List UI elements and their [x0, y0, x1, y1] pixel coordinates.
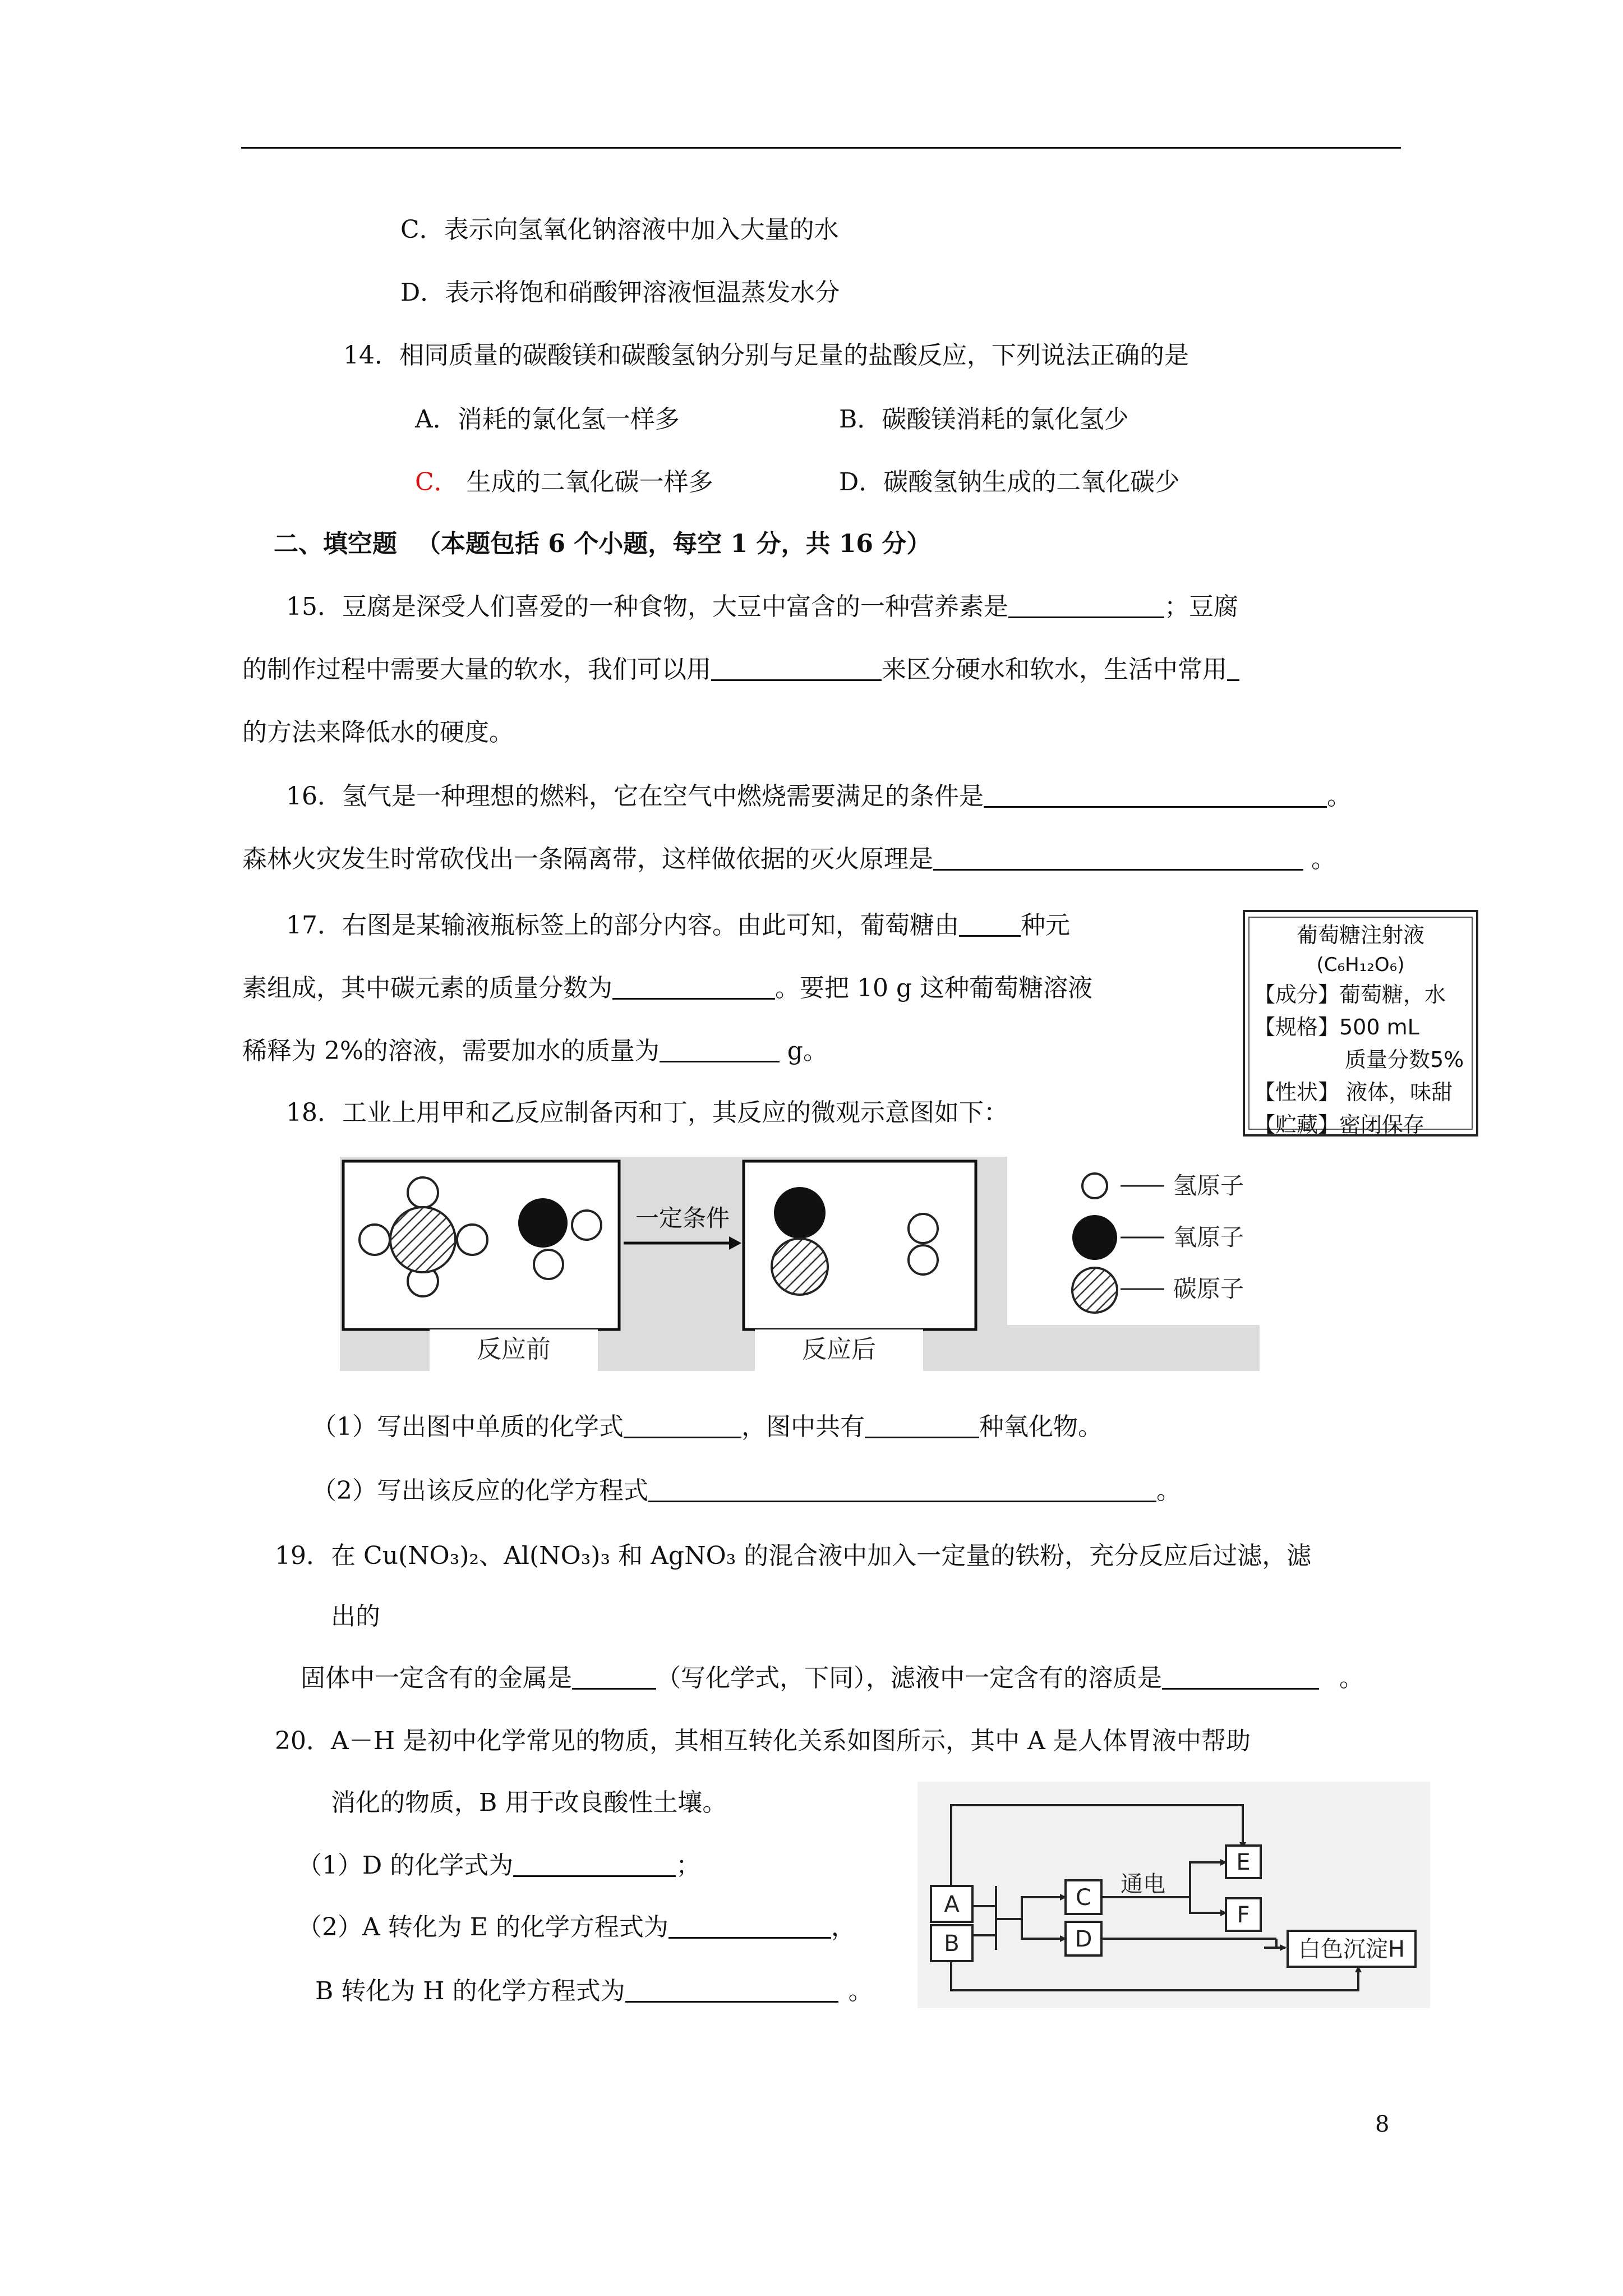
- hydrogen-atom: [909, 1214, 938, 1243]
- hydrogen-atom: [359, 1225, 390, 1255]
- q17-text-5: 稀释为 2%的溶液，需要加水的质量为: [242, 1037, 660, 1065]
- q17-blank-2[interactable]: [612, 973, 775, 1000]
- q15-blank-3[interactable]: [1227, 655, 1239, 681]
- q13-option-c: C．表示向氢氧化钠溶液中加入大量的水: [400, 215, 839, 244]
- q15-text-1: 15．豆腐是深受人们喜爱的一种食物，大豆中富含的一种营养素是: [286, 592, 1008, 621]
- q19-line1: 19．在 Cu(NO₃)₂、Al(NO₃)₃ 和 AgNO₃ 的混合液中加入一定量的铁粉，充分反应后过滤，滤: [275, 1542, 1312, 1570]
- q20-text-2: ；: [676, 1851, 701, 1880]
- hydrogen-atom: [534, 1250, 563, 1279]
- q19-blank-2[interactable]: [1162, 1663, 1319, 1690]
- q17-line3: [242, 1034, 828, 1068]
- label-fraction: 质量分数5%: [1345, 1047, 1464, 1072]
- q20-part1: [297, 1849, 700, 1883]
- q17-text-6: g。: [779, 1037, 828, 1065]
- q20-part2: [297, 1911, 856, 1944]
- q16-text-2: 。: [1327, 782, 1352, 811]
- legend-carbon-symbol: [1072, 1268, 1117, 1313]
- substance-conversion-diagram: [917, 1782, 1430, 2008]
- reaction-microscopic-diagram: [340, 1157, 1260, 1371]
- section-note: （本题包括 6 个小题，每空 1 分，共 16 分）: [416, 530, 932, 558]
- q17-blank-3[interactable]: [660, 1036, 780, 1062]
- q19-blank-1[interactable]: [572, 1663, 656, 1690]
- legend-oxygen-symbol: [1072, 1215, 1117, 1260]
- q18-text-5: 。: [1156, 1476, 1181, 1505]
- q19-text-1: 固体中一定含有的金属是: [301, 1664, 572, 1692]
- label-formula: (C₆H₁₂O₆): [1316, 954, 1405, 976]
- node-a-label: A: [944, 1892, 960, 1917]
- oxygen-atom: [518, 1198, 568, 1248]
- q18-text-3: 种氧化物。: [979, 1412, 1103, 1441]
- hydrogen-atom: [572, 1211, 601, 1240]
- q19-line3: [301, 1662, 1364, 1695]
- header-rule: [241, 147, 1401, 149]
- q17-line2: [242, 972, 1092, 1005]
- q20-blank-1[interactable]: [513, 1851, 676, 1877]
- q18-part2: [312, 1474, 1181, 1508]
- q15-line1: [286, 590, 1238, 624]
- q14-option-b: B．碳酸镁消耗的氯化氢少: [839, 405, 1129, 434]
- q17-text-3: 素组成，其中碳元素的质量分数为: [242, 974, 612, 1002]
- q20-part3: [315, 1975, 873, 2008]
- q18-text-1: （1）写出图中单质的化学式: [312, 1412, 624, 1441]
- q16-text-3: 森林火灾发生时常砍伐出一条隔离带，这样做依据的灭火原理是: [242, 845, 933, 873]
- page-number: 8: [1375, 2111, 1390, 2137]
- hydrogen-atom: [408, 1177, 438, 1208]
- q18-text-4: （2）写出该反应的化学方程式: [312, 1476, 648, 1505]
- q14-option-a: A．消耗的氯化氢一样多: [415, 405, 680, 434]
- q19-text-2: （写化学式，下同），滤液中一定含有的溶质是: [656, 1664, 1162, 1692]
- q17-blank-1[interactable]: [959, 910, 1021, 937]
- node-d-label: D: [1075, 1926, 1092, 1952]
- q14-option-c: [415, 466, 713, 499]
- q19-line2: 出的: [331, 1602, 380, 1631]
- legend-oxygen: 氧原子: [1173, 1223, 1244, 1251]
- q15-text-3: 的制作过程中需要大量的软水，我们可以用: [242, 655, 711, 684]
- after-caption: 反应后: [802, 1335, 876, 1364]
- q18-blank-1[interactable]: [624, 1412, 741, 1438]
- label-storage: 【贮藏】密闭保存: [1254, 1112, 1425, 1137]
- q14-option-c-text: 生成的二氧化碳一样多: [466, 468, 713, 496]
- after-box: [744, 1161, 976, 1329]
- node-b-label: B: [944, 1931, 960, 1957]
- legend-hydrogen-symbol: [1082, 1174, 1107, 1198]
- hydrogen-atom: [457, 1225, 487, 1255]
- electrolysis-label: 通电: [1121, 1871, 1165, 1897]
- q14-stem: 14．相同质量的碳酸镁和碳酸氢钠分别与足量的盐酸反应，下列说法正确的是: [343, 341, 1189, 370]
- node-h-label: 白色沉淀H: [1298, 1936, 1405, 1962]
- q20-line1: 20．A－H 是初中化学常见的物质，其相互转化关系如图所示，其中 A 是人体胃液中帮助: [275, 1727, 1251, 1755]
- legend-carbon: 碳原子: [1173, 1275, 1244, 1303]
- oxygen-atom: [774, 1187, 826, 1239]
- q17-text-4: 。要把 10 g 这种葡萄糖溶液: [775, 974, 1093, 1002]
- q15-text-2: ；豆腐: [1164, 592, 1238, 621]
- q14-option-d: D．碳酸氢钠生成的二氧化碳少: [839, 468, 1180, 496]
- infusion-label: [1243, 910, 1478, 1137]
- q17-text-1: 17．右图是某输液瓶标签上的部分内容。由此可知，葡萄糖由: [286, 911, 959, 940]
- label-ingredients: 【成分】葡萄糖，水: [1254, 982, 1446, 1007]
- q15-text-4: 来区分硬水和软水，生活中常用: [882, 655, 1227, 684]
- q14-option-c-letter: C．: [415, 468, 459, 496]
- q15-blank-1[interactable]: [1008, 592, 1164, 618]
- node-f-label: F: [1237, 1902, 1250, 1928]
- label-title: 葡萄糖注射液: [1296, 923, 1424, 947]
- q20-text-1: （1）D 的化学式为: [297, 1851, 514, 1880]
- legend-hydrogen: 氢原子: [1173, 1172, 1244, 1199]
- q15-blank-2[interactable]: [711, 655, 882, 681]
- label-spec: 【规格】500 mL: [1254, 1015, 1419, 1039]
- q16-line1: [286, 780, 1352, 813]
- q20-text-3: （2）A 转化为 E 的化学方程式为: [297, 1913, 668, 1941]
- label-property: 【性状】 液体，味甜: [1254, 1080, 1453, 1105]
- carbon-atom: [772, 1239, 828, 1295]
- q20-text-5: B 转化为 H 的化学方程式为: [315, 1977, 625, 2005]
- q13-option-d: D．表示将饱和硝酸钾溶液恒温蒸发水分: [400, 278, 840, 307]
- q18-text-2: ，图中共有: [741, 1412, 865, 1441]
- q20-blank-3[interactable]: [625, 1976, 838, 2003]
- q16-text-4: 。: [1311, 845, 1336, 873]
- q16-blank-1[interactable]: [984, 781, 1327, 808]
- q15-line3: 的方法来降低水的硬度。: [242, 718, 514, 747]
- node-e-label: E: [1236, 1849, 1251, 1875]
- q18-blank-3[interactable]: [648, 1476, 1156, 1502]
- before-caption: 反应前: [477, 1335, 551, 1364]
- q18-blank-2[interactable]: [865, 1412, 979, 1438]
- q18-part1: [312, 1410, 1103, 1444]
- section-title: [274, 527, 931, 561]
- carbon-atom: [390, 1207, 455, 1272]
- reaction-condition: 一定条件: [635, 1204, 730, 1232]
- q16-line2: [242, 843, 1336, 876]
- q16-blank-2[interactable]: [933, 844, 1303, 871]
- q20-blank-2[interactable]: [668, 1912, 831, 1939]
- q15-line2: [242, 653, 1239, 687]
- diagram-background: [917, 1782, 1430, 2008]
- hydrogen-atom: [909, 1245, 938, 1274]
- q16-text-1: 16．氢气是一种理想的燃料，它在空气中燃烧需要满足的条件是: [286, 782, 984, 811]
- q20-line2: 消化的物质，B 用于改良酸性土壤。: [331, 1788, 727, 1817]
- q17-line1: [286, 909, 1070, 942]
- q19-text-3: 。: [1339, 1664, 1364, 1692]
- q20-text-4: ，: [831, 1913, 856, 1941]
- node-c-label: C: [1076, 1885, 1091, 1911]
- section-title-text: 二、填空题: [274, 530, 397, 558]
- q20-text-6: 。: [848, 1977, 873, 2005]
- q17-text-2: 种元: [1021, 911, 1070, 940]
- q18-stem: 18．工业上用甲和乙反应制备丙和丁，其反应的微观示意图如下：: [286, 1098, 1008, 1127]
